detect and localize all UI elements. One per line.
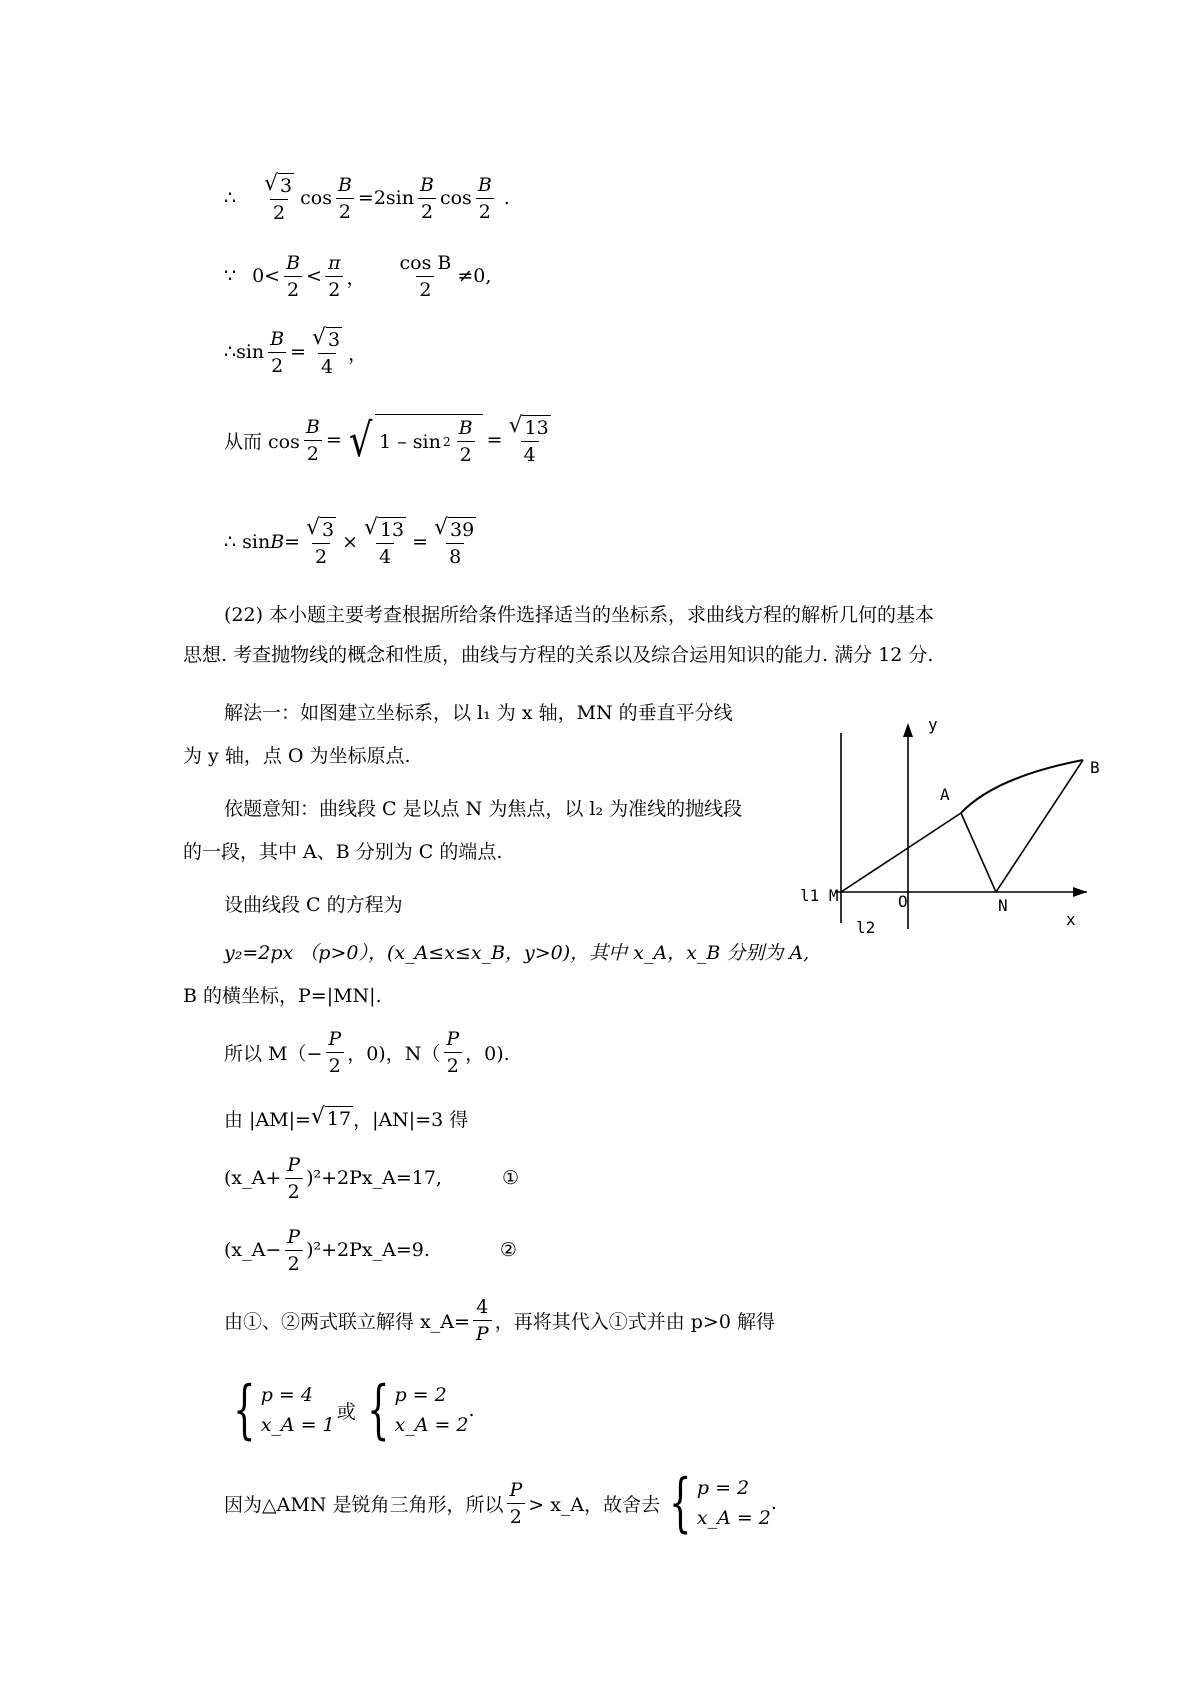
coordinates-M-N: 所以 M（− $\frac{P}{2}$ ，0)，N（ $\frac{P}{2}$ ，0). [224,1027,510,1077]
equation-marker-2: ② [499,1239,517,1261]
equation-line-3: ∴sin $\frac{B}{2}$ = √ 3 4 ， [224,324,368,378]
figure-label-l1-M: l1 M [800,886,839,905]
equation-marker-1: ① [501,1167,520,1189]
problem-22-description: (22) 本小题主要考查根据所给条件选择适当的坐标系，求曲线方程的解析几何的基本 思想. 考查抛物线的概念和性质，曲线与方程的关系以及综合运用知识的能力. 满分 12 分. [183,604,935,666]
solution-systems: { p = 4 x_A = 1 或 { p = 2 x_A = 2 . [233,1373,475,1447]
figure-label-x: x [1066,910,1076,929]
equation-line-4: 从而 cos $\frac{B}{2}$ = √ 1 – sin 2 $\frac{B}{2}$ = √ 13 4 [224,412,549,467]
condition-1: 依题意知：曲线段 C 是以点 N 为焦点，以 l₂ 为准线的抛线段 [224,798,743,820]
figure-label-A: A [940,785,950,804]
because-symbol: ∵ [224,265,237,287]
equation-definition: y₂=2px （p>0），(x_A≤x≤x_B，y>0)，其中 x_A，x_B 分别为 A, [224,942,810,964]
figure-label-y: y [928,715,938,734]
figure-label-l2: l2 [856,918,876,937]
figure-label-N: N [998,896,1008,915]
figure-label-B: B [1090,758,1100,777]
condition-2: 的一段，其中 A、B 分别为 C 的端点. [183,841,503,863]
equation-line-5: ∴ sin B = √ 3 2 × √ 13 4 = √ 39 8 [224,514,475,568]
equation-definition-2: B 的横坐标，P=|MN|. [183,985,382,1007]
sqrt-1-minus-sin2: √ 1 – sin 2 $\frac{B}{2}$ [346,414,483,466]
equation-line-1: ∴ √ 3 2 cos $\frac{B}{2}$ =2sin $\frac{B}{2}$ cos $\frac{B}{2}$ . [224,170,510,224]
equation-1: (x_A+ $\frac{P}{2}$ )²+2Px_A=17, ① [224,1153,520,1203]
figure-label-O: O [898,892,908,911]
solution-intro-1: 解法一：如图建立坐标系，以 l₁ 为 x 轴，MN 的垂直平分线 [224,702,733,724]
solve-line: 由①、②两式联立解得 x_A= $\frac{4}{P}$ ，再将其代入①式并由 p>0 解得 [224,1295,775,1345]
set-equation: 设曲线段 C 的方程为 [224,894,403,916]
fraction-sqrt3-over-2: √ 3 2 [264,170,293,224]
equation-2: (x_A− $\frac{P}{2}$ )²+2Px_A=9. ② [224,1225,517,1275]
solution-intro-2: 为 y 轴，点 O 为坐标原点. [183,745,411,767]
therefore-symbol: ∴ [224,187,237,209]
equation-line-2: ∵ 0< $\frac{B}{2}$ < $\frac{\pi}{2}$ ， $\frac{\text{cos B}}{2}$ ≠0, [224,251,492,301]
distance-condition: 由 |AM|= √ 17 ，|AN|=3 得 [224,1104,469,1131]
acute-triangle-line: 因为△AMN 是锐角三角形，所以 $\frac{P}{2}$ > x_A，故舍去 { p = 2 x_A = 2 . [224,1466,777,1540]
